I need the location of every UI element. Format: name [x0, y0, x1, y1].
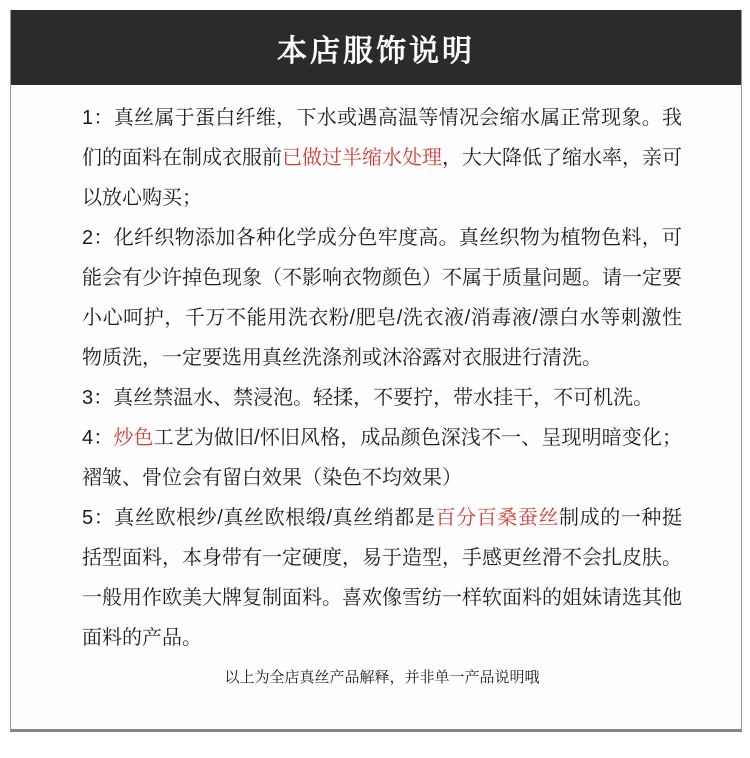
text-segment: 1：真丝属于蛋白纤维，下水或遇高温等情况会缩水属正常现象。我们的面料在制成衣服前 — [82, 107, 682, 169]
text-segment: ，大大降低了缩水率，亲可以放心购买； — [82, 147, 682, 209]
notice-paragraph — [82, 218, 682, 378]
notice-paragraph — [82, 498, 682, 658]
notice-body — [11, 85, 741, 698]
notice-paragraph — [82, 418, 682, 498]
text-segment: 2：化纤织物添加各种化学成分色牢度高。真丝织物为植物色料，可能会有少许掉色现象（不影响衣物颜色）不属于质量问题。请一定要小心呵护，千万不能用洗衣粉/肥皂/洗衣液/消毒液/漂白水等刺激性物质洗，一定要选用真丝洗涤剂或沐浴露对衣服进行清洗。 — [82, 227, 682, 369]
text-segment: 4： — [82, 427, 114, 449]
notice-paragraph — [82, 98, 682, 218]
notice-paragraphs — [82, 98, 741, 658]
text-segment: 3：真丝禁温水、禁浸泡。轻揉，不要拧，带水挂干，不可机洗。 — [82, 387, 654, 409]
text-segment: 工艺为做旧/怀旧风格，成品颜色深浅不一、呈现明暗变化；褶皱、骨位会有留白效果（染色不均效果） — [82, 427, 683, 489]
notice-panel — [10, 10, 742, 732]
text-segment: 5：真丝欧根纱/真丝欧根缎/真丝绡都是 — [82, 507, 436, 529]
notice-paragraph — [82, 378, 682, 418]
highlighted-text: 已做过半缩水处理 — [282, 147, 442, 169]
notice-title-banner — [11, 10, 741, 85]
page-title: 本店服饰说明 — [277, 34, 475, 68]
text-segment: 制成的一种挺括型面料，本身带有一定硬度，易于造型，手感更丝滑不会扎皮肤。一般用作欧美大牌复制面料。喜欢像雪纺一样软面料的姐妹请选其他面料的产品。 — [82, 507, 683, 649]
highlighted-text: 百分百桑蚕丝 — [435, 507, 560, 529]
highlighted-text: 炒色 — [113, 427, 154, 449]
notice-footer: 以上为全店真丝产品解释，并非单一产品说明哦 — [224, 669, 540, 686]
